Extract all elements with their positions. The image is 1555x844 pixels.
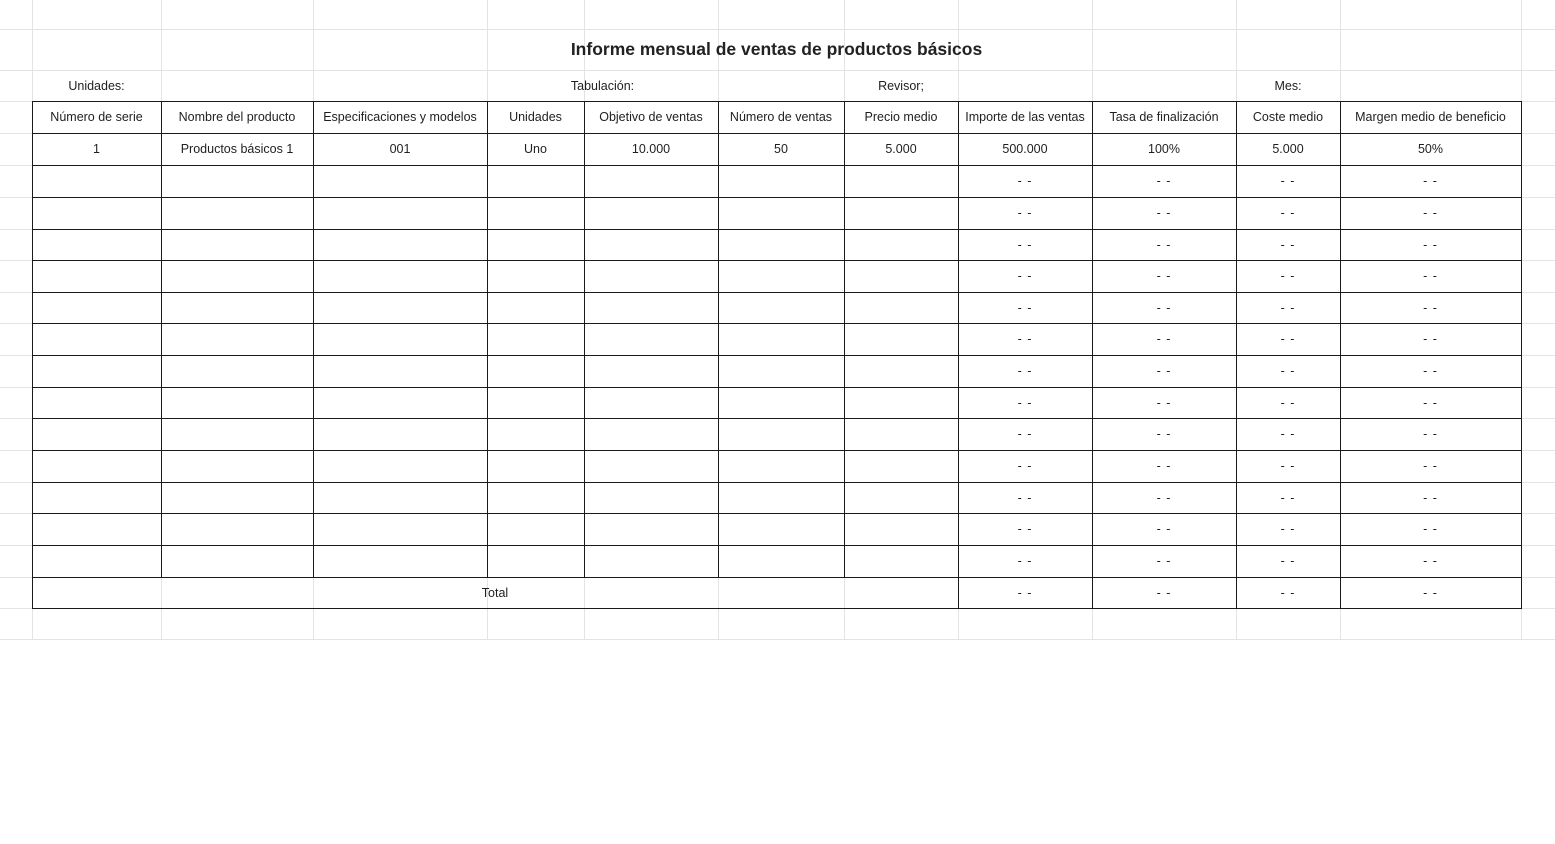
table-cell-average-price[interactable] (844, 260, 958, 292)
table-border-h (32, 450, 1522, 451)
table-cell-sales-target[interactable] (584, 387, 718, 418)
table-cell-sales-amount[interactable]: - - (1017, 554, 1033, 568)
table-cell-average-cost[interactable]: - - (1280, 364, 1296, 378)
table-cell-product-name[interactable] (161, 165, 313, 197)
table-cell-sales-count[interactable]: 50 (774, 142, 788, 156)
table-cell-average-price[interactable] (844, 450, 958, 482)
table-cell-average-price[interactable] (844, 545, 958, 577)
table-cell-average-margin[interactable]: 50% (1417, 142, 1444, 156)
table-cell-specs-models[interactable] (313, 165, 487, 197)
table-cell-average-cost[interactable]: - - (1280, 395, 1296, 410)
table-cell-product-name[interactable] (161, 450, 313, 482)
table-cell-serial-number[interactable] (32, 323, 161, 355)
table-cell-product-name[interactable] (161, 323, 313, 355)
reviewer-label[interactable]: Revisor; (878, 78, 924, 93)
table-cell-units[interactable] (487, 323, 584, 355)
table-cell-average-price[interactable] (844, 197, 958, 229)
table-border-h (32, 577, 1522, 578)
table-border-h (32, 608, 1522, 609)
table-cell-sales-target[interactable] (584, 292, 718, 323)
table-border-v (718, 101, 719, 577)
table-cell-sales-amount[interactable]: 500.000 (1002, 142, 1048, 156)
table-cell-average-margin[interactable]: - - (1423, 459, 1438, 473)
table-cell-sales-count[interactable] (718, 387, 844, 418)
table-border-v (1521, 101, 1522, 609)
total-sales-amount[interactable]: - - (1017, 585, 1033, 600)
table-cell-completion-rate[interactable]: - - (1156, 174, 1172, 188)
total-average-cost[interactable]: - - (1280, 585, 1296, 600)
table-border-v (1236, 101, 1237, 609)
table-cell-units[interactable] (487, 165, 584, 197)
table-border-h (32, 101, 1522, 102)
table-cell-completion-rate[interactable]: - - (1156, 554, 1172, 568)
header-sales-count[interactable]: Número de ventas (729, 110, 833, 124)
table-cell-sales-target[interactable] (584, 323, 718, 355)
header-serial-number[interactable]: Número de serie (50, 110, 143, 124)
table-cell-product-name[interactable] (161, 545, 313, 577)
table-border-h (32, 482, 1522, 483)
table-cell-serial-number[interactable] (32, 482, 161, 513)
table-border-h (32, 292, 1522, 293)
table-border-v (313, 101, 314, 577)
table-cell-sales-amount[interactable]: - - (1017, 459, 1033, 473)
table-cell-product-name[interactable] (161, 229, 313, 260)
table-border-h (32, 418, 1522, 419)
table-cell-average-cost[interactable]: - - (1280, 269, 1296, 283)
table-cell-specs-models[interactable] (313, 260, 487, 292)
table-cell-specs-models[interactable] (313, 545, 487, 577)
table-cell-sales-target[interactable] (584, 513, 718, 545)
table-cell-completion-rate[interactable]: - - (1156, 269, 1172, 283)
table-cell-product-name[interactable] (161, 513, 313, 545)
table-cell-product-name[interactable] (161, 482, 313, 513)
table-cell-sales-amount[interactable]: - - (1017, 395, 1033, 410)
table-cell-serial-number[interactable] (32, 197, 161, 229)
table-cell-serial-number[interactable] (32, 292, 161, 323)
table-cell-units[interactable] (487, 229, 584, 260)
table-cell-completion-rate[interactable]: - - (1156, 490, 1172, 505)
table-cell-units[interactable] (487, 260, 584, 292)
table-cell-units[interactable] (487, 355, 584, 387)
table-cell-average-margin[interactable]: - - (1423, 237, 1438, 252)
table-border-h (32, 513, 1522, 514)
table-cell-units[interactable] (487, 545, 584, 577)
table-cell-sales-amount[interactable]: - - (1017, 300, 1033, 315)
table-border-v (32, 101, 33, 609)
table-cell-average-margin[interactable]: - - (1423, 332, 1438, 346)
table-cell-specs-models[interactable] (313, 482, 487, 513)
table-cell-sales-target[interactable] (584, 545, 718, 577)
table-cell-sales-amount[interactable]: - - (1017, 237, 1033, 252)
table-cell-average-price[interactable]: 5.000 (885, 142, 917, 156)
table-cell-sales-target[interactable] (584, 165, 718, 197)
table-cell-average-margin[interactable]: - - (1423, 269, 1438, 283)
table-cell-units[interactable] (487, 418, 584, 450)
table-cell-average-margin[interactable]: - - (1423, 554, 1438, 568)
grid-row-line (0, 639, 1555, 640)
table-cell-average-price[interactable] (844, 482, 958, 513)
header-average-price[interactable]: Precio medio (864, 110, 938, 124)
table-cell-units[interactable]: Uno (524, 142, 547, 156)
table-cell-specs-models[interactable] (313, 513, 487, 545)
tabulation-label[interactable]: Tabulación: (570, 78, 635, 93)
table-cell-sales-target[interactable] (584, 482, 718, 513)
table-cell-average-margin[interactable]: - - (1423, 395, 1438, 410)
table-cell-specs-models[interactable] (313, 355, 487, 387)
table-cell-sales-count[interactable] (718, 513, 844, 545)
table-cell-completion-rate[interactable]: - - (1156, 395, 1172, 410)
table-border-v (487, 101, 488, 577)
header-average-margin[interactable]: Margen medio de beneficio (1355, 110, 1506, 124)
report-title[interactable]: Informe mensual de ventas de productos básicos (570, 39, 983, 59)
table-cell-serial-number[interactable] (32, 513, 161, 545)
table-border-h (32, 323, 1522, 324)
table-cell-average-price[interactable] (844, 165, 958, 197)
table-cell-average-margin[interactable]: - - (1423, 300, 1438, 315)
table-cell-specs-models[interactable] (313, 197, 487, 229)
table-cell-average-price[interactable] (844, 355, 958, 387)
table-cell-sales-amount[interactable]: - - (1017, 490, 1033, 505)
table-cell-sales-count[interactable] (718, 482, 844, 513)
table-cell-average-cost[interactable]: - - (1280, 459, 1296, 473)
table-cell-average-cost[interactable]: - - (1280, 237, 1296, 252)
table-cell-average-price[interactable] (844, 387, 958, 418)
table-cell-serial-number[interactable]: 1 (93, 142, 100, 156)
table-cell-product-name[interactable] (161, 355, 313, 387)
table-border-h (32, 545, 1522, 546)
table-cell-units[interactable] (487, 482, 584, 513)
table-cell-sales-count[interactable] (718, 355, 844, 387)
header-specs-models[interactable]: Especificaciones y modelos (323, 110, 477, 124)
total-average-margin[interactable]: - - (1423, 585, 1438, 600)
table-cell-sales-target[interactable] (584, 197, 718, 229)
table-cell-serial-number[interactable] (32, 450, 161, 482)
table-cell-product-name[interactable] (161, 418, 313, 450)
table-cell-sales-count[interactable] (718, 323, 844, 355)
table-cell-serial-number[interactable] (32, 545, 161, 577)
header-completion-rate[interactable]: Tasa de finalización (1109, 110, 1219, 124)
table-cell-serial-number[interactable] (32, 165, 161, 197)
table-cell-serial-number[interactable] (32, 418, 161, 450)
table-cell-specs-models[interactable] (313, 450, 487, 482)
table-cell-sales-amount[interactable]: - - (1017, 174, 1033, 188)
table-cell-units[interactable] (487, 387, 584, 418)
table-cell-sales-target[interactable] (584, 260, 718, 292)
table-cell-sales-amount[interactable]: - - (1017, 269, 1033, 283)
table-cell-units[interactable] (487, 450, 584, 482)
header-average-cost[interactable]: Coste medio (1252, 110, 1324, 124)
table-border-h (32, 355, 1522, 356)
table-cell-sales-target[interactable] (584, 355, 718, 387)
table-cell-completion-rate[interactable]: - - (1156, 364, 1172, 378)
table-cell-product-name[interactable]: Productos básicos 1 (180, 142, 294, 156)
table-cell-average-price[interactable] (844, 229, 958, 260)
table-cell-average-cost[interactable]: - - (1280, 206, 1296, 220)
table-cell-average-price[interactable] (844, 418, 958, 450)
table-cell-serial-number[interactable] (32, 355, 161, 387)
header-sales-amount[interactable]: Importe de las ventas (965, 110, 1085, 124)
table-cell-average-margin[interactable]: - - (1423, 206, 1438, 220)
table-cell-completion-rate[interactable]: - - (1156, 237, 1172, 252)
table-cell-average-cost[interactable]: - - (1280, 174, 1296, 188)
table-cell-product-name[interactable] (161, 260, 313, 292)
table-border-v (1340, 101, 1341, 609)
table-cell-sales-amount[interactable]: - - (1017, 364, 1033, 378)
table-cell-serial-number[interactable] (32, 260, 161, 292)
table-cell-average-margin[interactable]: - - (1423, 174, 1438, 188)
table-cell-sales-count[interactable] (718, 260, 844, 292)
table-cell-sales-target[interactable] (584, 450, 718, 482)
table-cell-average-margin[interactable]: - - (1423, 427, 1438, 441)
table-cell-sales-amount[interactable]: - - (1017, 522, 1033, 536)
table-border-h (32, 197, 1522, 198)
table-cell-sales-count[interactable] (718, 545, 844, 577)
table-cell-completion-rate[interactable]: - - (1156, 427, 1172, 441)
table-cell-sales-target[interactable] (584, 418, 718, 450)
table-border-h (32, 229, 1522, 230)
table-cell-completion-rate[interactable]: - - (1156, 300, 1172, 315)
table-cell-sales-amount[interactable]: - - (1017, 206, 1033, 220)
table-cell-units[interactable] (487, 513, 584, 545)
header-units[interactable]: Unidades (509, 110, 562, 124)
table-cell-units[interactable] (487, 197, 584, 229)
table-cell-serial-number[interactable] (32, 387, 161, 418)
table-cell-specs-models[interactable] (313, 292, 487, 323)
table-border-v (844, 101, 845, 577)
table-cell-specs-models[interactable] (313, 323, 487, 355)
table-cell-completion-rate[interactable]: - - (1156, 206, 1172, 220)
table-cell-average-cost[interactable]: 5.000 (1272, 142, 1304, 156)
table-cell-average-margin[interactable]: - - (1423, 490, 1438, 505)
table-cell-serial-number[interactable] (32, 229, 161, 260)
total-completion-rate[interactable]: - - (1156, 585, 1172, 600)
table-cell-average-price[interactable] (844, 292, 958, 323)
table-cell-specs-models[interactable] (313, 229, 487, 260)
table-cell-sales-amount[interactable]: - - (1017, 427, 1033, 441)
table-border-v (1092, 101, 1093, 609)
table-cell-average-cost[interactable]: - - (1280, 427, 1296, 441)
table-cell-average-cost[interactable]: - - (1280, 522, 1296, 536)
table-cell-average-price[interactable] (844, 323, 958, 355)
table-cell-sales-count[interactable] (718, 229, 844, 260)
table-cell-units[interactable] (487, 292, 584, 323)
table-cell-average-cost[interactable]: - - (1280, 490, 1296, 505)
table-cell-sales-count[interactable] (718, 418, 844, 450)
table-cell-product-name[interactable] (161, 292, 313, 323)
table-cell-sales-target[interactable]: 10.000 (631, 142, 671, 156)
table-border-v (584, 101, 585, 577)
table-border-h (32, 133, 1522, 134)
table-cell-completion-rate[interactable]: - - (1156, 459, 1172, 473)
table-border-v (161, 101, 162, 577)
table-cell-product-name[interactable] (161, 197, 313, 229)
month-label[interactable]: Mes: (1274, 78, 1302, 93)
total-label[interactable]: Total (481, 585, 509, 600)
table-cell-completion-rate[interactable]: - - (1156, 522, 1172, 536)
table-cell-average-cost[interactable]: - - (1280, 554, 1296, 568)
table-cell-product-name[interactable] (161, 387, 313, 418)
units-label[interactable]: Unidades: (68, 78, 125, 93)
table-border-v (958, 101, 959, 609)
table-cell-sales-count[interactable] (718, 450, 844, 482)
table-cell-sales-target[interactable] (584, 229, 718, 260)
table-cell-sales-count[interactable] (718, 165, 844, 197)
table-cell-sales-count[interactable] (718, 292, 844, 323)
table-border-h (32, 260, 1522, 261)
header-sales-target[interactable]: Objetivo de ventas (599, 110, 703, 124)
table-border-h (32, 387, 1522, 388)
table-cell-completion-rate[interactable]: 100% (1148, 142, 1180, 156)
table-cell-specs-models[interactable] (313, 387, 487, 418)
table-cell-average-margin[interactable]: - - (1423, 522, 1438, 536)
table-cell-average-cost[interactable]: - - (1280, 332, 1296, 346)
table-cell-sales-count[interactable] (718, 197, 844, 229)
table-cell-completion-rate[interactable]: - - (1156, 332, 1172, 346)
table-cell-average-margin[interactable]: - - (1423, 364, 1438, 378)
table-cell-specs-models[interactable]: 001 (389, 142, 411, 156)
header-product-name[interactable]: Nombre del producto (178, 110, 296, 124)
table-cell-sales-amount[interactable]: - - (1017, 332, 1033, 346)
table-cell-average-cost[interactable]: - - (1280, 300, 1296, 315)
table-cell-average-price[interactable] (844, 513, 958, 545)
table-border-h (32, 165, 1522, 166)
table-cell-specs-models[interactable] (313, 418, 487, 450)
